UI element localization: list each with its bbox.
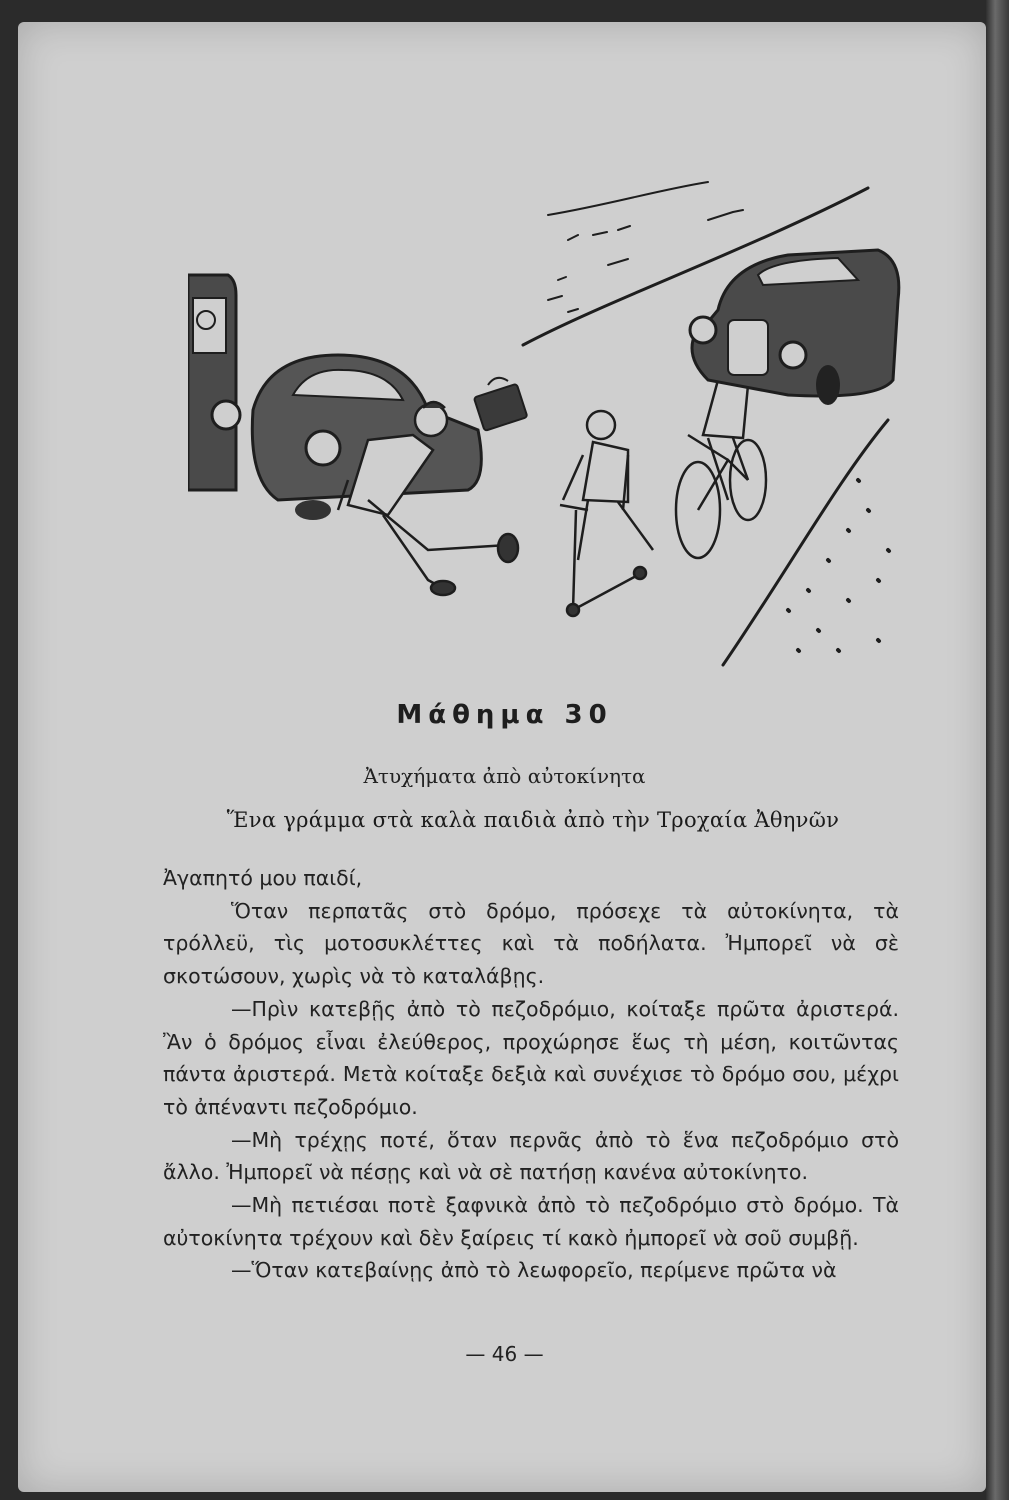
letter-title: Ἕνα γράμμα στὰ καλὰ παιδιὰ ἀπὸ τὴν Τροχαία Ἀθηνῶν [226,808,840,832]
book-spine [986,0,1009,1500]
truck-drawing [188,275,240,490]
paragraph: —Ὅταν κατεβαίνῃς ἀπὸ τὸ λεωφορεῖο, περίμενε πρῶτα νὰ [231,1258,837,1283]
page-number: — 46 — [465,1342,544,1366]
schoolbag-drawing [474,378,528,431]
paragraph: —Πρὶν κατεβῇς ἀπὸ τὸ πεζοδρόμιο, κοίταξε πρῶτα ἀριστερά. Ἂν ὁ δρόμος εἶναι ἐλεύθερος, προχώρησε ἕως τὴ μέση, κοιτῶντας πάντα ἀριστερά. Μετὰ κοίταξε δεξιὰ καὶ συνέχισε τὸ δρόμο σου, μέχρι τὸ ἀπέναντι πεζοδρόμιο. [163,996,899,1119]
paragraph: Ὅταν περπατᾶς στὸ δρόμο, πρόσεχε τὰ αὐτοκίνητα, τὰ τρόλλεϋ, τὶς μοτοσυκλέττες καὶ τὰ ποδήλατα. Ἠμπορεῖ νὰ σὲ σκοτώσουν, χωρὶς νὰ τὸ καταλάβῃς. [163,898,899,989]
salutation: Ἀγαπητό μου παιδί, [163,866,363,890]
scooter-boy-drawing [560,411,653,616]
large-car-drawing [690,250,899,405]
letter-body [163,862,899,1287]
paragraph: —Μὴ τρέχῃς ποτέ, ὅταν περνᾶς ἀπὸ τὸ ἕνα πεζοδρόμιο στὸ ἄλλο. Ἠμπορεῖ νὰ πέσῃς καὶ νὰ σὲ πατήσῃ κανένα αὐτοκίνητο. [163,1127,899,1185]
paragraph: —Μὴ πετιέσαι ποτὲ ξαφνικὰ ἀπὸ τὸ πεζοδρόμιο στὸ δρόμο. Τὰ αὐτοκίνητα τρέχουν καὶ δὲν ξαίρεις τί κακὸ ἠμπορεῖ νὰ σοῦ συμβῇ. [163,1193,899,1250]
lesson-title: Μάθημα 30 [396,700,613,730]
lesson-subtitle: Ἀτυχήματα ἀπὸ αὐτοκίνητα [363,764,646,788]
traffic-accident-illustration [188,180,903,680]
